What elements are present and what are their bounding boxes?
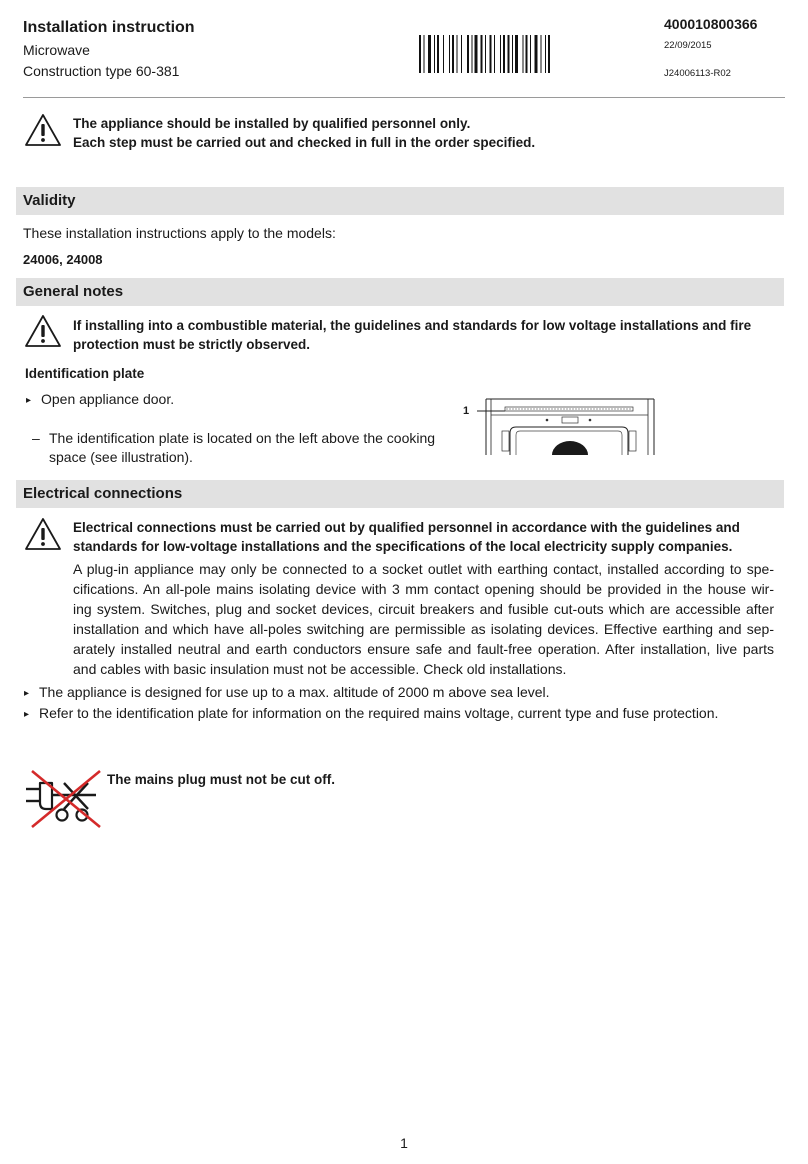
document-date: 22/09/2015 bbox=[664, 40, 712, 51]
paragraph-line: cifications. An all-pole mains isolating device with 3 mm contact opening should be provided in the house wir- bbox=[73, 581, 774, 597]
paragraph-line: ing system. Switches, plug and socket devices, circuit breakers and fusible cut-outs which are accessible after bbox=[73, 601, 774, 617]
validity-models: 24006, 24008 bbox=[23, 252, 103, 267]
result-line2: space (see illustration). bbox=[49, 449, 193, 465]
result-line1: The identification plate is located on the left above the cooking bbox=[49, 430, 436, 446]
electrical-warning-line2: standards for low-voltage installations and the specifications of the local electricity supply companies. bbox=[73, 539, 733, 554]
document-title: Installation instruction bbox=[23, 19, 195, 36]
paragraph-line: installation and which have all-poles switching are permissible as isolating devices. Effective earthing and sep- bbox=[73, 621, 774, 637]
page-number: 1 bbox=[400, 1135, 408, 1151]
electrical-heading: Electrical connections bbox=[23, 485, 183, 502]
barcode bbox=[419, 35, 597, 73]
validity-section-header bbox=[16, 187, 784, 215]
electrical-bullet-2: ▸ Refer to the identification plate for information on the required mains voltage, current type and fuse protection. bbox=[24, 704, 718, 724]
illustration-callout-1: 1 bbox=[463, 405, 470, 417]
step-item bbox=[26, 390, 174, 410]
plug-warning-text: The mains plug must not be cut off. bbox=[107, 772, 335, 787]
header-divider bbox=[23, 97, 785, 98]
appliance-illustration bbox=[472, 393, 662, 455]
bullet-arrow-icon: ▸ bbox=[24, 709, 30, 720]
general-warning-line2: protection must be strictly observed. bbox=[73, 337, 311, 352]
product-name: Microwave bbox=[23, 42, 90, 58]
construction-type: Construction type 60-381 bbox=[23, 63, 180, 79]
no-cutting-plug-icon bbox=[24, 769, 102, 829]
paragraph-line: and cables with basic insulation must not be accessible. Check old installations. bbox=[73, 661, 567, 677]
general-warning-line1: If installing into a combustible material, the guidelines and standards for low voltage installations and fire bbox=[73, 318, 752, 333]
electrical-section-header bbox=[16, 480, 784, 508]
intro-warning-line2: Each step must be carried out and checked in full in the order specified. bbox=[73, 135, 536, 150]
warning-triangle-icon bbox=[24, 314, 62, 348]
paragraph-line: A plug-in appliance may only be connected to a socket outlet with earthing contact, installed according to spe- bbox=[73, 561, 774, 577]
warning-triangle-icon bbox=[24, 113, 62, 147]
bullet-arrow-icon: ▸ bbox=[26, 395, 32, 406]
validity-text: These installation instructions apply to the models: bbox=[23, 225, 336, 241]
electrical-warning-line1: Electrical connections must be carried out by qualified personnel in accordance with the guidelines and bbox=[73, 520, 740, 535]
id-plate-heading: Identification plate bbox=[25, 366, 145, 381]
paragraph-line: arately installed neutral and earth conductors ensure safe and fault-free operation. After installation, live parts bbox=[73, 641, 774, 657]
result-dash: – bbox=[32, 430, 40, 446]
step-text: Open appliance door. bbox=[41, 391, 175, 407]
bullet-arrow-icon: ▸ bbox=[24, 688, 30, 699]
intro-warning-line1: The appliance should be installed by qualified personnel only. bbox=[73, 116, 471, 131]
general-notes-section-header bbox=[16, 278, 784, 306]
electrical-bullet-1: ▸ The appliance is designed for use up to a max. altitude of 2000 m above sea level. bbox=[24, 683, 550, 703]
warning-triangle-icon bbox=[24, 517, 62, 551]
document-number: 400010800366 bbox=[664, 16, 758, 32]
electrical-paragraph bbox=[73, 559, 774, 679]
validity-heading: Validity bbox=[23, 192, 76, 209]
document-reference: J24006113-R02 bbox=[664, 68, 731, 79]
general-notes-heading: General notes bbox=[23, 283, 124, 300]
